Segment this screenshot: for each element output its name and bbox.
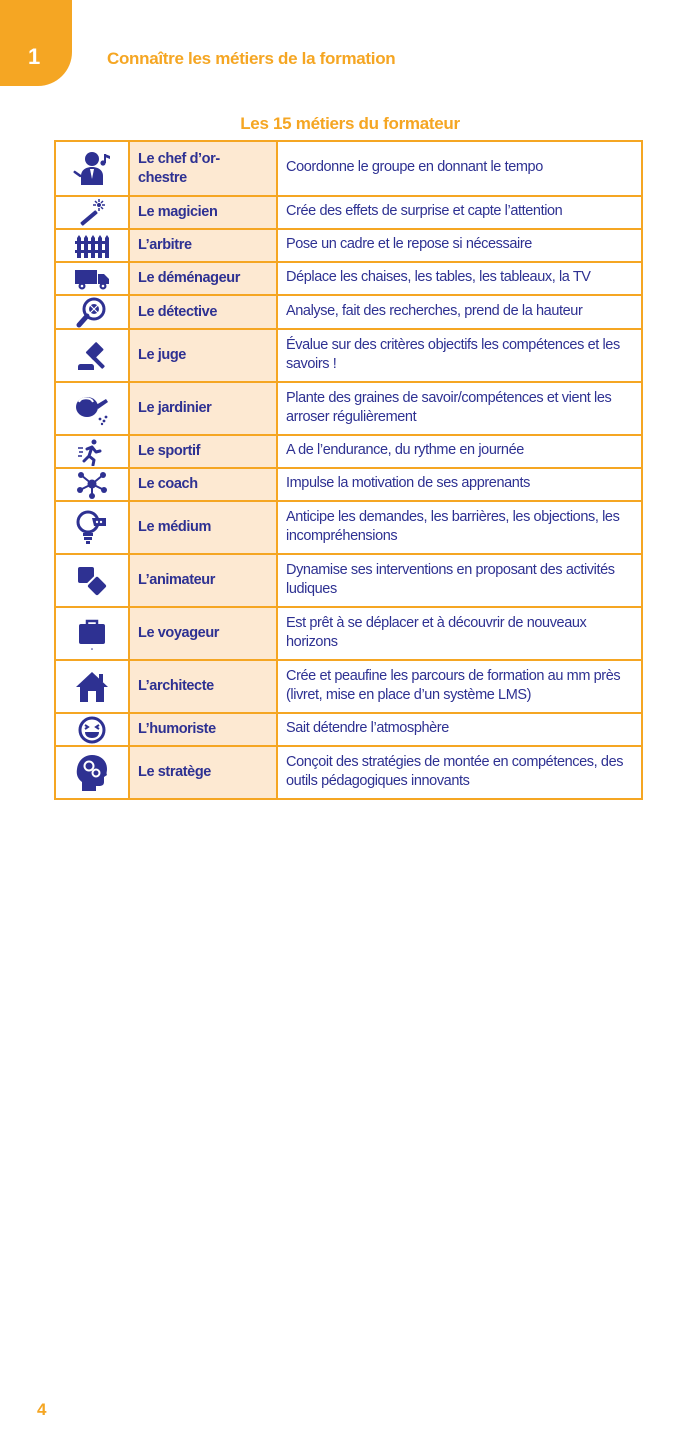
house-icon	[55, 660, 129, 713]
gavel-icon	[55, 329, 129, 382]
metier-description: Coordonne le groupe en donnant le tempo	[277, 141, 642, 196]
metier-name: Le coach	[129, 468, 277, 501]
metier-description: Dynamise ses interventions en proposant des activités ludiques	[277, 554, 642, 607]
table-row	[55, 295, 642, 329]
metier-description: Anticipe les demandes, les barrières, les objections, les incompréhensions	[277, 501, 642, 554]
watering-can-icon	[55, 382, 129, 435]
metier-description: Sait détendre l’atmosphère	[277, 713, 642, 746]
metier-name: Le stratège	[129, 746, 277, 799]
table-row	[55, 435, 642, 468]
conductor-icon	[55, 141, 129, 196]
page-number: 4	[37, 1400, 47, 1419]
table-row	[55, 554, 642, 607]
metier-description: Est prêt à se déplacer et à découvrir de nouveaux horizons	[277, 607, 642, 660]
metier-description: Analyse, fait des recherches, prend de la hauteur	[277, 295, 642, 329]
metiers-table	[54, 140, 643, 800]
metier-name: Le voyageur	[129, 607, 277, 660]
table-row	[55, 262, 642, 295]
metier-name: L’arbitre	[129, 229, 277, 262]
metier-description: Pose un cadre et le repose si nécessaire	[277, 229, 642, 262]
head-gears-icon	[55, 746, 129, 799]
metier-description: Crée des effets de surprise et capte l’attention	[277, 196, 642, 229]
table-row	[55, 196, 642, 229]
metier-name: Le chef d’or-chestre	[129, 141, 277, 196]
runner-icon	[55, 435, 129, 468]
chapter-title: Connaître les métiers de la formation	[107, 49, 396, 68]
metier-name: Le jardinier	[129, 382, 277, 435]
metier-name: Le juge	[129, 329, 277, 382]
metier-description: Impulse la motivation de ses apprenants	[277, 468, 642, 501]
table-row	[55, 229, 642, 262]
table-row	[55, 329, 642, 382]
fence-icon	[55, 229, 129, 262]
metier-name: Le magicien	[129, 196, 277, 229]
metier-description: Plante des graines de savoir/compétences et vient les arroser régulièrement	[277, 382, 642, 435]
table-row	[55, 468, 642, 501]
chapter-number: 1	[28, 44, 41, 69]
table-row	[55, 713, 642, 746]
table-row	[55, 501, 642, 554]
metier-description: Évalue sur des critères objectifs les compétences et les savoirs !	[277, 329, 642, 382]
metier-name: Le déménageur	[129, 262, 277, 295]
metier-name: L’animateur	[129, 554, 277, 607]
magnifier-icon	[55, 295, 129, 329]
shapes-icon	[55, 554, 129, 607]
metier-description: Crée et peaufine les parcours de formation au mm près (livret, mise en place d’un système LMS)	[277, 660, 642, 713]
table-row	[55, 746, 642, 799]
laughing-face-icon	[55, 713, 129, 746]
table-title: Les 15 métiers du formateur	[240, 114, 460, 133]
metier-name: L’humoriste	[129, 713, 277, 746]
metier-name: Le sportif	[129, 435, 277, 468]
suitcase-icon	[55, 607, 129, 660]
table-row	[55, 141, 642, 196]
metier-description: A de l’endurance, du rythme en journée	[277, 435, 642, 468]
metier-description: Conçoit des stratégies de montée en compétences, des outils pédagogiques innovants	[277, 746, 642, 799]
table-row	[55, 660, 642, 713]
magic-wand-icon	[55, 196, 129, 229]
chapter-tab	[0, 0, 72, 86]
lightbulb-icon	[55, 501, 129, 554]
table-row	[55, 607, 642, 660]
metier-name: Le détective	[129, 295, 277, 329]
network-icon	[55, 468, 129, 501]
metier-name: L’architecte	[129, 660, 277, 713]
metier-name: Le médium	[129, 501, 277, 554]
metier-description: Déplace les chaises, les tables, les tableaux, la TV	[277, 262, 642, 295]
table-row	[55, 382, 642, 435]
truck-icon	[55, 262, 129, 295]
